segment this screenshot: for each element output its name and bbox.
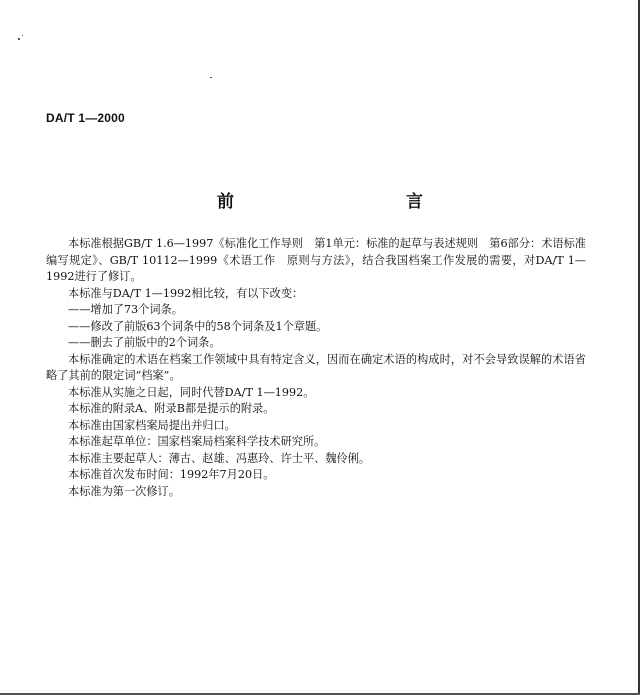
document-code: DA/T 1—2000 [46, 111, 125, 125]
paragraph-first-release: 本标准首次发布时间：1992年7月20日。 [68, 468, 275, 481]
paragraph-drafters: 本标准主要起草人：薄古、赵雄、冯惠玲、许士平、魏伶俐。 [68, 451, 371, 465]
page-title: 前 言 [217, 192, 469, 212]
paragraph-proposed-by: 本标准由国家档案局提出并归口。 [68, 418, 236, 432]
foreword-body [46, 236, 586, 500]
list-item-deleted: ——删去了前版中的2个词条。 [68, 336, 221, 349]
scan-speck [18, 38, 20, 40]
list-item-added: ——增加了73个词条。 [68, 303, 183, 316]
paragraph-annexes: 本标准的附录A、附录B都是提示的附录。 [68, 402, 275, 415]
paragraph-drafting-unit: 本标准起草单位：国家档案局档案科学技术研究所。 [68, 435, 326, 448]
paragraph-changes-intro: 本标准与DA/T 1—1992相比较，有以下改变： [68, 286, 304, 300]
paragraph-revision: 本标准为第一次修订。 [68, 484, 180, 498]
scan-speck [22, 35, 23, 36]
paragraph-basis: 本标准根据GB/T 1.6—1997《标准化工作导则 第1单元：标准的起草与表述规则 第6部分：术语标准编写规定》、GB/T 10112—1999《术语工作 原则与方法》，结合我国档案工作发展的需要，对DA/T 1—1992进行了修订。 [46, 237, 586, 283]
paragraph-replaces: 本标准从实施之日起，同时代替DA/T 1—1992。 [68, 385, 315, 399]
list-item-modified: ——修改了前版63个词条中的58个词条及1个章题。 [68, 319, 328, 333]
scan-speck [210, 77, 212, 78]
paragraph-terminology: 本标准确定的术语在档案工作领域中具有特定含义，因而在确定术语的构成时，对不会导致误解的术语省略了其前的限定词“档案”。 [46, 352, 586, 382]
